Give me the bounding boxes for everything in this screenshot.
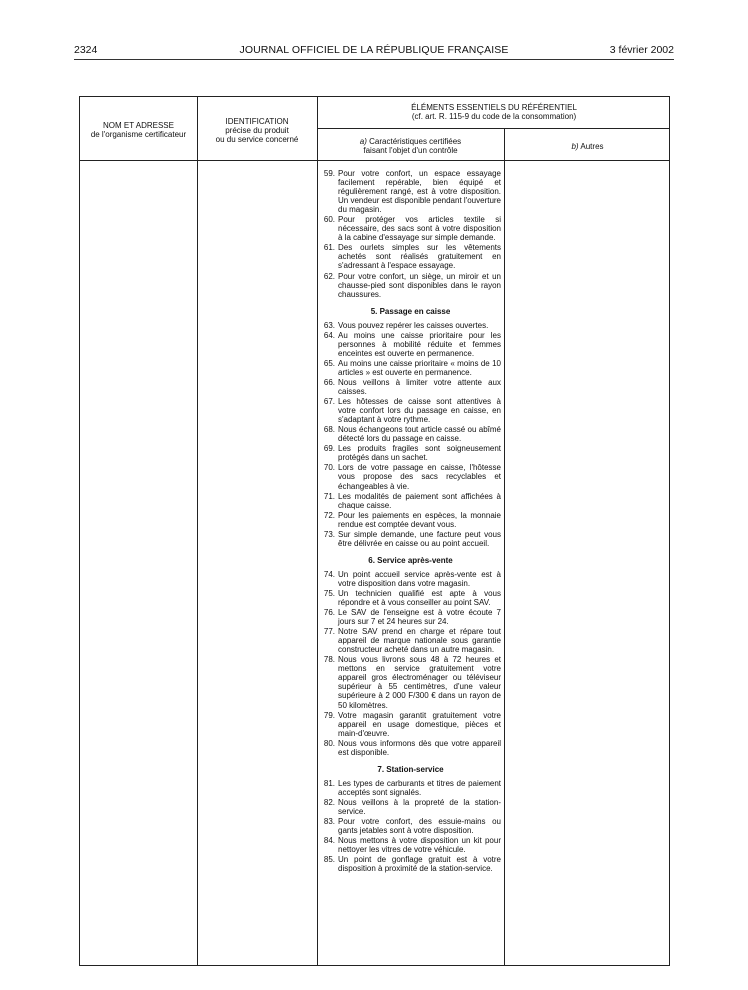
list-item: 71. Les modalités de paiement sont affichées à chaque caisse. xyxy=(323,491,501,510)
list-item: 70. Lors de votre passage en caisse, l'hôtesse vous propose des sacs recyclables et échangeables à vie. xyxy=(323,463,501,491)
list-item: 79. Votre magasin garantit gratuitement votre appareil en usage domestique, pièces et main-d'œuvre. xyxy=(323,710,501,738)
list-item: 60. Pour protéger vos articles textile si nécessaire, des sacs sont à votre disposition à la cabine d'essayage sur simple demande. xyxy=(323,215,501,243)
list-item: 82. Nous veillons à la propreté de la station-service. xyxy=(323,797,501,816)
row-divider xyxy=(317,128,669,129)
column-header-caracteristiques: a) Caractéristiques certifiées faisant l'objet d'un contrôle xyxy=(359,137,462,155)
section-heading: 5. Passage en caisse xyxy=(370,306,451,316)
column-header-organisme: NOM ET ADRESSE de l'organisme certificateur xyxy=(90,121,187,139)
list-item: 84. Nous mettons à votre disposition un kit pour nettoyer les vitres de votre véhicule. xyxy=(323,836,501,855)
section-heading: 6. Service après-vente xyxy=(368,555,453,565)
column-divider xyxy=(504,128,505,965)
list-item: 80. Nous vous informons dès que votre appareil est disponible. xyxy=(323,738,501,757)
section-heading: 7. Station-service xyxy=(377,764,444,774)
header-bottom-rule xyxy=(80,160,669,161)
list-item: 72. Pour les paiements en espèces, la monnaie rendue est comptée devant vous. xyxy=(323,510,501,529)
list-item: 77. Notre SAV prend en charge et répare tout appareil de marque nationale sous garantie constructeur acheté dans un autre magasin. xyxy=(323,627,501,655)
list-item: 69. Les produits fragiles sont soigneusement protégés dans un sachet. xyxy=(323,444,501,463)
column-divider xyxy=(197,97,198,965)
list-item: 78. Nous vous livrons sous 48 à 72 heures et mettons en service gratuitement votre appareil gros électroménager ou téléviseur supérieur à 55 centimètres, d'une valeur supérieure à 2 000 F/300 € dans un rayon de 50 kilomètres. xyxy=(323,655,501,710)
list-item: 65. Au moins une caisse prioritaire « moins de 10 articles » est ouverte en permanence. xyxy=(323,358,501,377)
list-item: 76. Le SAV de l'enseigne est à votre écoute 7 jours sur 7 et 24 heures sur 24. xyxy=(323,608,501,627)
list-item: 64. Au moins une caisse prioritaire pour les personnes à mobilité réduite et femmes enceintes est ouverte en permanence. xyxy=(323,330,501,358)
list-item: 85. Un point de gonflage gratuit est à votre disposition à proximité de la station-service. xyxy=(323,855,501,874)
list-item: 75. Un technicien qualifié est apte à vous répondre et à vous conseiller au point SAV. xyxy=(323,588,501,608)
list-item: 63. Vous pouvez repérer les caisses ouvertes. xyxy=(323,320,489,330)
list-item: 66. Nous veillons à limiter votre attente aux caisses. xyxy=(323,377,501,397)
list-item: 61. Des ourlets simples sur les vêtements achetés sont réalisés gratuitement en s'adressant à l'espace essayage. xyxy=(323,243,501,271)
list-item: 81. Les types de carburants et titres de paiement acceptés sont signalés. xyxy=(323,778,501,797)
journal-title: JOURNAL OFFICIEL DE LA RÉPUBLIQUE FRANÇAISE xyxy=(239,44,509,56)
page-number: 2324 xyxy=(74,44,98,56)
list-item: 74. Un point accueil service après-vente est à votre disposition dans votre magasin. xyxy=(323,569,501,588)
list-item: 83. Pour votre confort, des essuie-mains ou gants jetables sont à votre disposition. xyxy=(323,817,501,836)
list-item: 68. Nous échangeons tout article cassé ou abîmé détecté lors du passage en caisse. xyxy=(323,425,501,444)
publication-date: 3 février 2002 xyxy=(609,44,674,56)
page-header xyxy=(74,44,674,58)
column-header-identification: IDENTIFICATION précise du produit ou du service concerné xyxy=(215,117,299,144)
characteristics-content xyxy=(320,169,501,874)
list-item: 59. Pour votre confort, un espace essayage facilement repérable, bien équipé et régulièrement rangé, est à votre disposition. Un vendeur est disponible pendant l'ouverture du magasin. xyxy=(323,169,501,215)
referentiel-table xyxy=(79,96,670,966)
column-divider xyxy=(317,97,318,965)
list-item: 67. Les hôtesses de caisse sont attentives à votre confort lors du passage en caisse, en s'adaptant à votre rythme. xyxy=(323,397,501,425)
header-rule xyxy=(74,59,674,60)
column-header-autres: b) Autres xyxy=(571,142,604,151)
list-item: 73. Sur simple demande, une facture peut vous être délivrée en caisse ou au point accueil. xyxy=(323,529,501,548)
column-header-elements: ÉLÉMENTS ESSENTIELS DU RÉFÉRENTIEL (cf. art. R. 115-9 du code de la consommation) xyxy=(411,103,577,121)
list-item: 62. Pour votre confort, un siège, un miroir et un chausse-pied sont disponibles dans le rayon chaussures. xyxy=(323,271,501,299)
